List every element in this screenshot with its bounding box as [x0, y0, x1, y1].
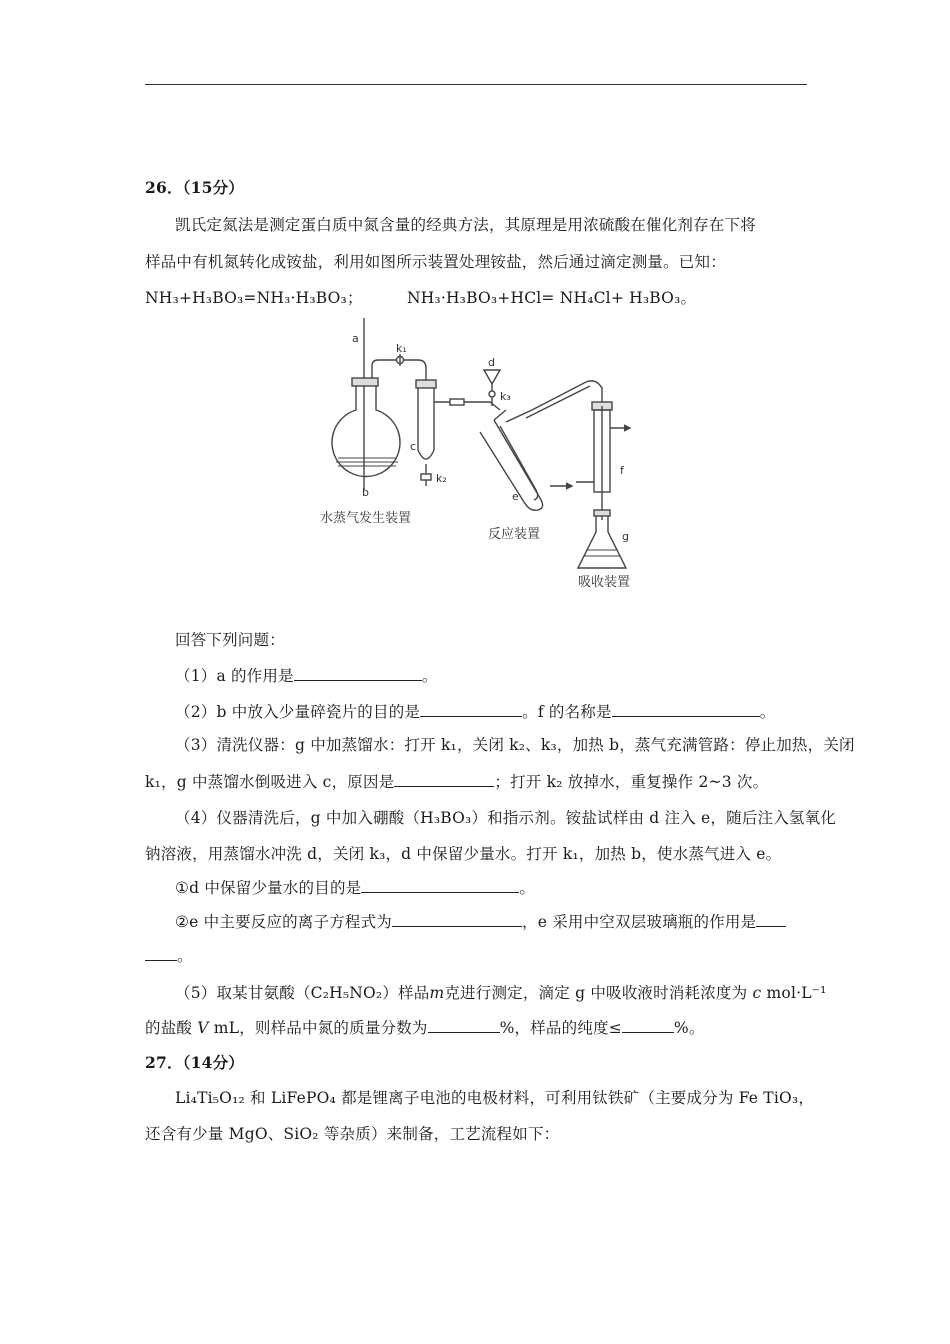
blank-2b[interactable]: [612, 702, 760, 717]
q26-part-5-line-1: （5）取某甘氨酸（C₂H₅NO₂）样品m克进行测定，滴定 g 中吸收液时消耗浓度为 c mol·L⁻¹: [175, 984, 827, 1002]
blank-5b[interactable]: [622, 1018, 674, 1033]
blank-5a[interactable]: [428, 1018, 500, 1033]
q27-header: 27．（14分）: [145, 1053, 244, 1072]
header-rule: [145, 84, 807, 85]
equation-2: NH₃·H₃BO₃+HCl= NH₄Cl+ H₃BO₃。: [406, 289, 697, 307]
q26-part-4-sub-1: ①d 中保留少量水的目的是 。: [175, 879, 536, 897]
apparatus-diagram: [300, 310, 640, 600]
blank-4-2b[interactable]: [756, 912, 786, 927]
q26-part-4-line-1: （4）仪器清洗后，g 中加入硼酸（H₃BO₃）和指示剂。铵盐试样由 d 注入 e，随后注入氢氧化: [175, 809, 837, 827]
q26-header: 26．（15分）: [145, 178, 244, 197]
q26-part-2: （2）b 中放入少量碎瓷片的目的是 。f 的名称是 。: [175, 703, 776, 721]
q27-intro-line-1: Li₄Ti₅O₁₂ 和 LiFePO₄ 都是锂离子电池的电极材料，可利用钛铁矿（主要成分为 Fe TiO₃，: [175, 1089, 815, 1107]
q26-intro-line-1: 凯氏定氮法是测定蛋白质中氮含量的经典方法，其原理是用浓硫酸在催化剂存在下将: [175, 216, 756, 234]
blank-4-2a[interactable]: [392, 912, 522, 927]
q26-part-4-line-2: 钠溶液，用蒸馏水冲洗 d，关闭 k₃，d 中保留少量水。打开 k₁，加热 b，使水蒸气进入 e。: [145, 845, 782, 863]
label-c: c: [410, 440, 417, 453]
caption-steam-generator: 水蒸气发生装置: [320, 511, 412, 526]
label-d: d: [488, 356, 495, 369]
q26-part-1: （1）a 的作用是 。: [175, 667, 438, 685]
funnel-d: [484, 370, 500, 384]
answer-prompt: 回答下列问题：: [175, 631, 285, 649]
caption-reaction: 反应装置: [488, 527, 541, 542]
q26-part-4-sub-2: ②e 中主要反应的离子方程式为 ，e 采用中空双层玻璃瓶的作用是: [175, 910, 786, 932]
q26-part-3-line-2: k₁，g 中蒸馏水倒吸进入 c，原因是 ；打开 k₂ 放掉水，重复操作 2~3 次。: [145, 773, 769, 791]
blank-4-2b-cont[interactable]: [145, 946, 177, 961]
label-g: g: [622, 530, 629, 543]
stopcock-k3: [489, 391, 495, 397]
label-k2: k₂: [436, 472, 447, 485]
label-a: a: [352, 332, 359, 345]
q26-part-4-sub-2-cont: 。: [145, 944, 193, 966]
q26-equations: [145, 286, 696, 308]
stopcock-k2: [421, 474, 431, 480]
q26-intro-line-2: 样品中有机氮转化成铵盐，利用如图所示装置处理铵盐，然后通过滴定测量。已知：: [145, 253, 726, 271]
blank-4-1[interactable]: [361, 878, 519, 893]
q26-part-3-line-1: （3）清洗仪器：g 中加蒸馏水：打开 k₁，关闭 k₂、k₃，加热 b，蒸气充满管路：停止加热，关闭: [175, 736, 855, 754]
q27-intro-line-2: 还含有少量 MgO、SiO₂ 等杂质）来制备，工艺流程如下：: [145, 1125, 560, 1143]
flask-b: [332, 386, 400, 476]
flask-b-stopper: [352, 378, 378, 386]
label-k3: k₃: [500, 390, 511, 403]
blank-1[interactable]: [294, 666, 422, 681]
column-c: [418, 388, 434, 459]
label-k1: k₁: [396, 342, 407, 355]
equation-1: NH₃+H₃BO₃=NH₃·H₃BO₃；: [145, 289, 363, 307]
caption-absorption: 吸收装置: [578, 575, 631, 590]
label-b: b: [362, 486, 369, 499]
blank-2a[interactable]: [420, 702, 522, 717]
blank-3[interactable]: [394, 772, 494, 787]
q26-part-5-line-2: 的盐酸 V mL，则样品中氮的质量分数为 %，样品的纯度≤ %。: [145, 1019, 705, 1037]
label-e: e: [512, 490, 519, 503]
flask-g: [578, 514, 626, 568]
label-f: f: [620, 464, 624, 477]
